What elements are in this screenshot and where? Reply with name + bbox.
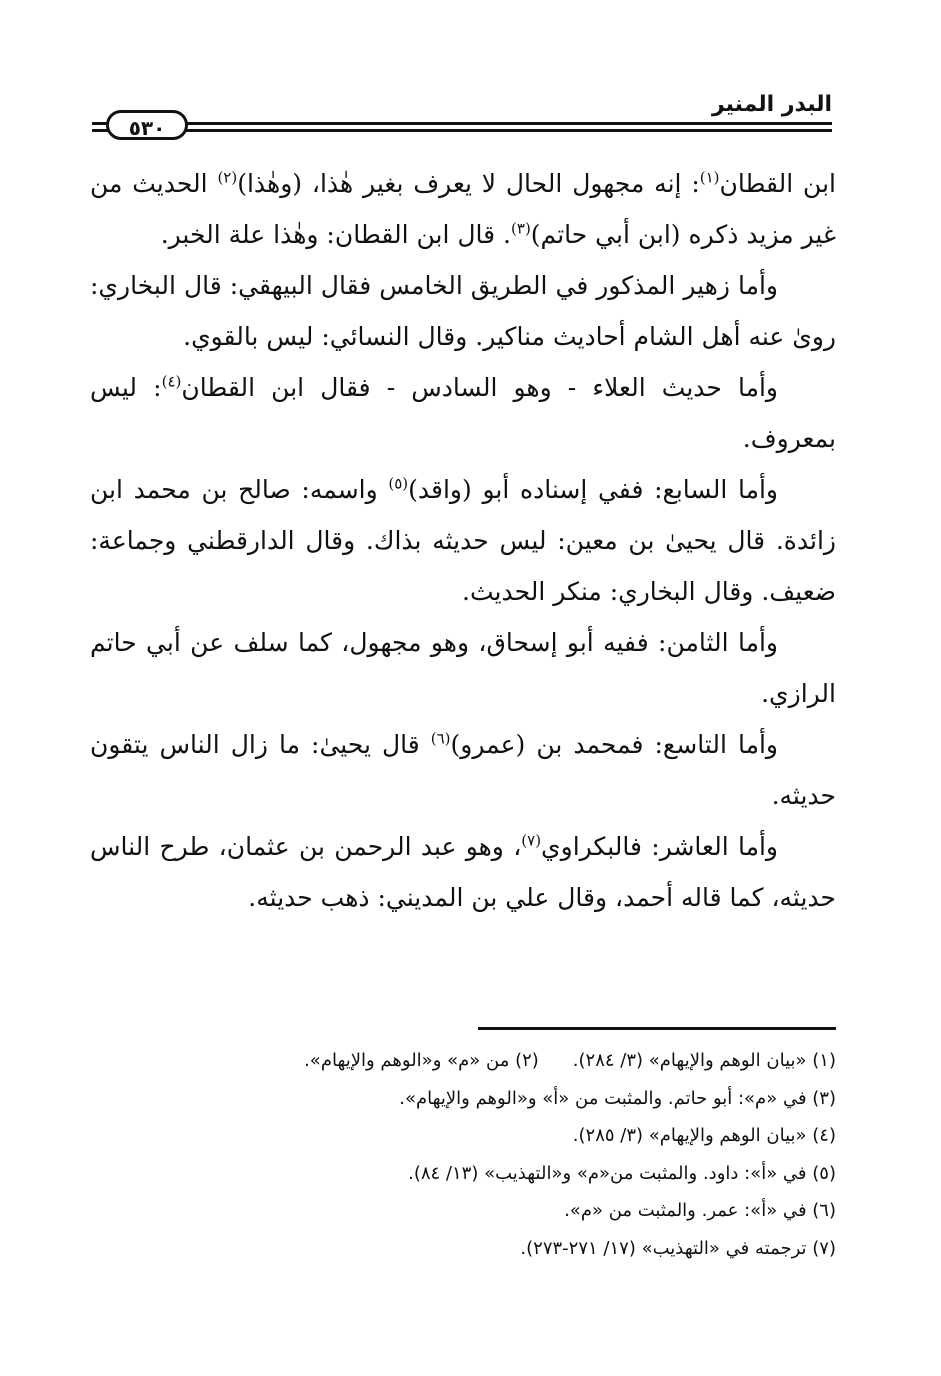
text-run: قال يحيىٰ: ما زال الناس يتقون حديثه. — [90, 730, 836, 810]
text-run: : ليس بمعروف. — [90, 373, 836, 453]
footnote-marker: (٣) — [511, 219, 531, 238]
footnote-marker: (٤) — [161, 372, 182, 391]
footnote-2: (٢) من «م» و«الوهم والإيهام». — [304, 1050, 539, 1071]
text-run: وأما حديث العلاء - وهو السادس - فقال ابن القطان — [181, 373, 778, 402]
text-run: : إنه مجهول الحال لا يعرف بغير هٰذا، (وهٰذا) — [237, 169, 700, 198]
paragraph-5 — [90, 617, 836, 719]
footnotes — [90, 1042, 836, 1267]
header-rule-bottom — [92, 129, 832, 132]
footnote-marker: (٥) — [388, 474, 409, 493]
paragraph-6 — [90, 719, 836, 821]
running-title: البدر المنير — [711, 92, 832, 117]
footnote-5: (٥) في «أ»: داود. والمثبت من«م» و«التهذيب» (١٣/ ٨٤). — [408, 1162, 836, 1184]
footnote-marker: (١) — [699, 168, 720, 187]
text-run: الحديث من غير مزيد ذكره (ابن أبي حاتم) — [90, 169, 836, 249]
footnote-1: (١) «بيان الوهم والإيهام» (٣/ ٢٨٤). — [572, 1050, 836, 1071]
main-text — [90, 158, 836, 923]
text-run: . قال ابن القطان: وهٰذا علة الخبر. — [160, 220, 512, 249]
text-run: وأما السابع: ففي إسناده أبو (واقد) — [408, 475, 778, 504]
footnote-4: (٤) «بيان الوهم والإيهام» (٣/ ٢٨٥). — [572, 1125, 836, 1146]
footnote-separator — [478, 1027, 836, 1030]
paragraph-4 — [90, 464, 836, 617]
footnote-3: (٣) في «م»: أبو حاتم. والمثبت من «أ» و«الوهم والإيهام». — [399, 1087, 836, 1109]
text-run: واسمه: صالح بن محمد ابن زائدة. قال يحيىٰ بن معين: ليس حديثه بذاك. وقال الدارقطني وجماعة: ضعيف. وقال البخاري: منكر الحديث. — [90, 475, 836, 606]
footnote-marker: (٦) — [430, 729, 451, 748]
text-run: ، وهو عبد الرحمن بن عثمان، طرح الناس حديثه، كما قاله أحمد، وقال علي بن المديني: ذهب حديثه. — [90, 832, 836, 912]
header-rule-top — [92, 122, 832, 125]
text-run: ابن القطان — [719, 169, 836, 198]
text-run: وأما الثامن: ففيه أبو إسحاق، وهو مجهول، كما سلف عن أبي حاتم الرازي. — [90, 628, 836, 708]
text-run: وأما التاسع: فمحمد بن (عمرو) — [450, 730, 778, 759]
text-run: وأما العاشر: فالبكراوي — [541, 832, 778, 861]
footnote-7: (٧) ترجمته في «التهذيب» (١٧/ ٢٧١-٢٧٣). — [520, 1237, 836, 1259]
paragraph-3 — [90, 362, 836, 464]
footnote-marker: (٧) — [521, 831, 542, 850]
paragraph-2 — [90, 260, 836, 362]
running-header — [92, 92, 832, 140]
footnote-marker: (٢) — [217, 168, 238, 187]
page-number: ٥٣٠ — [106, 110, 188, 140]
footnote-line-1 — [90, 1042, 836, 1080]
paragraph-1 — [90, 158, 836, 260]
footnote-6: (٦) في «أ»: عمر. والمثبت من «م». — [564, 1200, 836, 1221]
paragraph-7 — [90, 821, 836, 923]
text-run: وأما زهير المذكور في الطريق الخامس فقال البيهقي: قال البخاري: روىٰ عنه أهل الشام أحاديث مناكير. وقال النسائي: ليس بالقوي. — [90, 271, 836, 351]
